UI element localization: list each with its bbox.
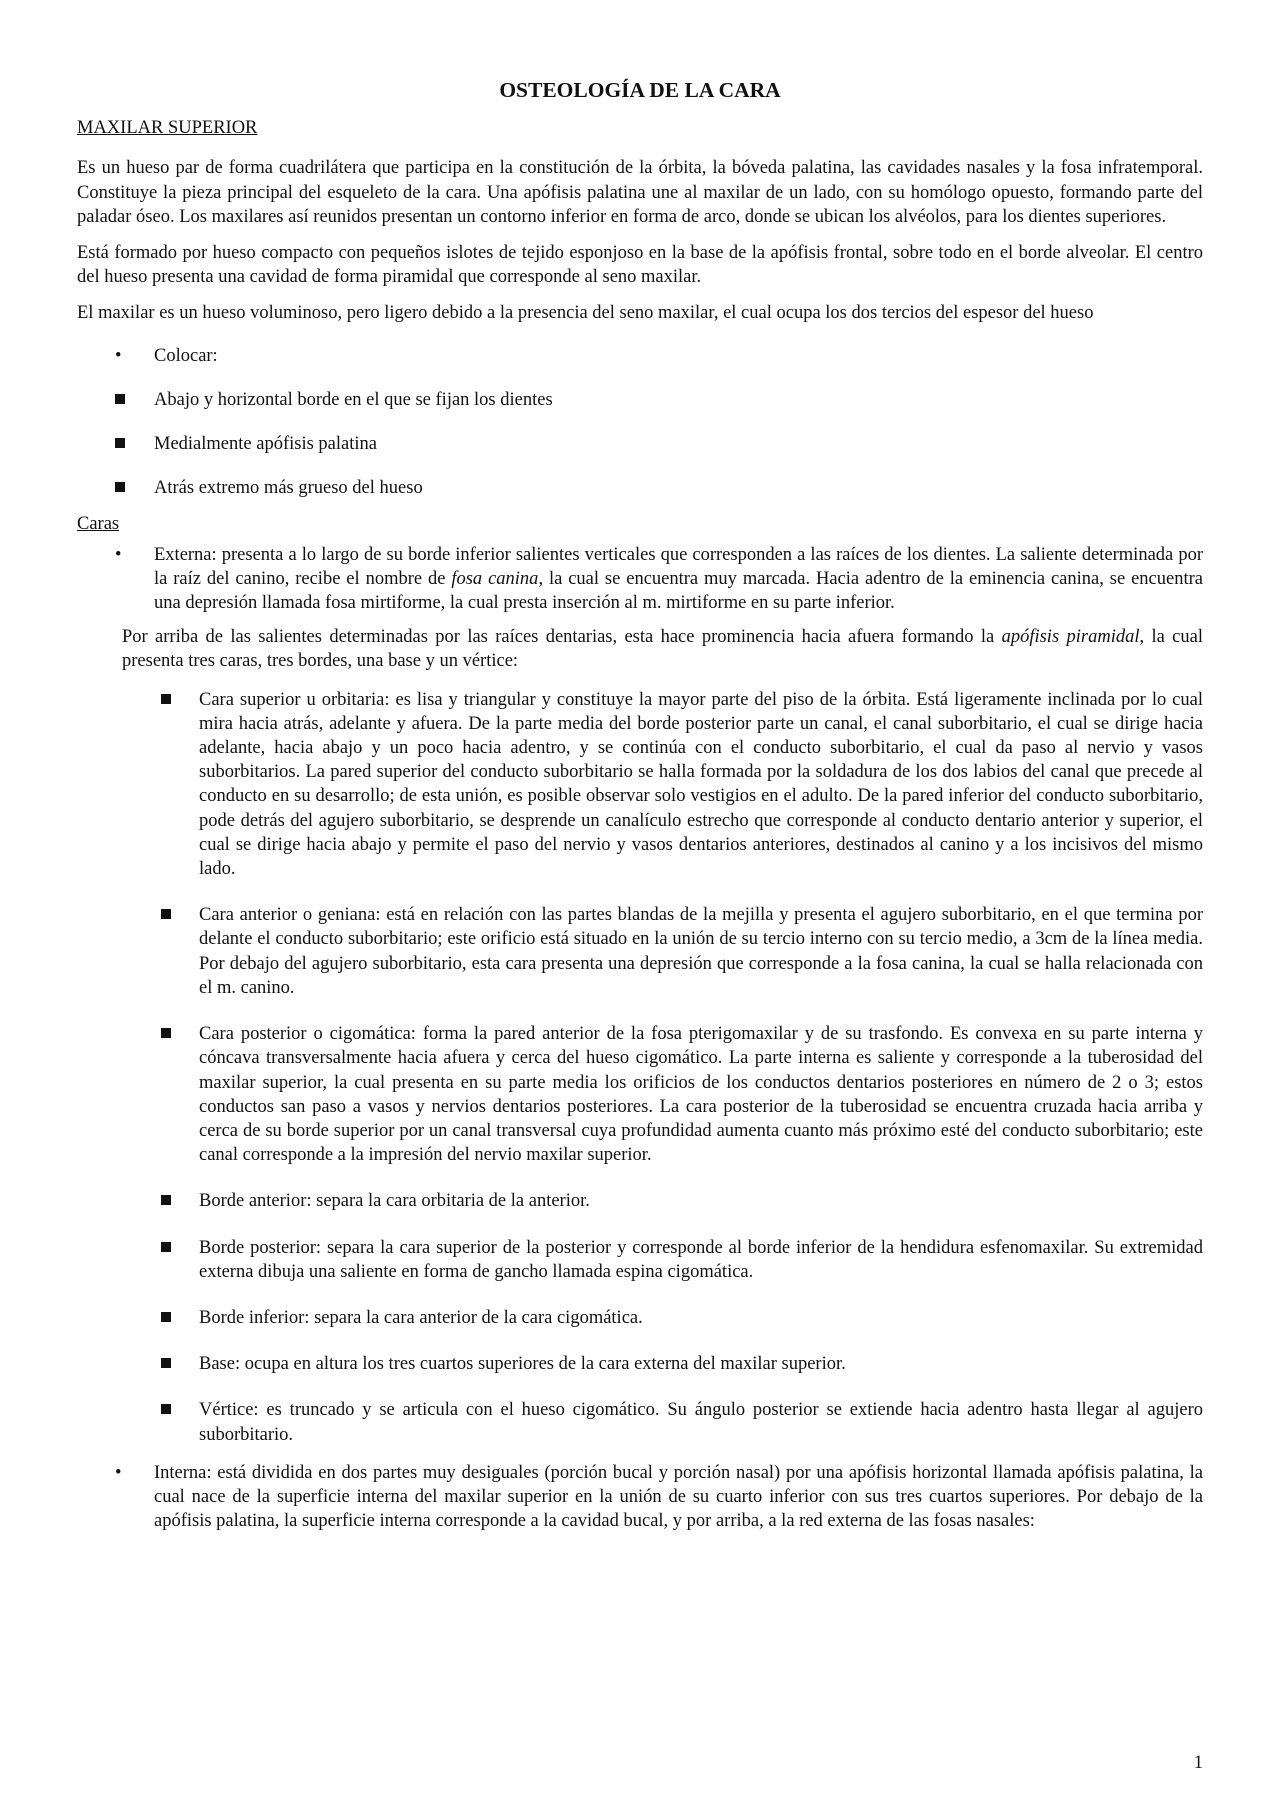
sub-list-item: [77, 1236, 1203, 1284]
sub-list-item-text: Cara superior u orbitaria: es lisa y triangular y constituye la mayor parte del piso de la órbita. Está ligeramente inclinada por lo cual mira hacia atrás, adelante y afuera. De la parte media del borde posterior parte un canal, el canal suborbitario, el cual se dirige hacia adelante, hacia abajo y un poco hacia adentro, y se continúa con el conducto suborbitario, el cual da paso al nervio y vasos suborbitarios. La pared superior del conducto suborbitario se halla formada por la soldadura de los dos labios del canal que precede al conducto en su desarrollo; de esta unión, es posible observar solo vestigios en el adulto. De la pared inferior del conducto suborbitario, pode detrás del agujero suborbitario, se desprende un canalículo estrecho que corresponde al conducto dentario anterior y superior, el cual se dirige hacia abajo y permite el paso del nervio y vasos dentarios anteriores, destinados al canino y a los incisivos del mismo lado.: [199, 689, 1203, 880]
list-item-interna: [77, 1461, 1203, 1534]
sub-list-item: [77, 1398, 1203, 1446]
list-item-text: Medialmente apófisis palatina: [154, 434, 377, 455]
square-bullet-icon: [161, 1358, 171, 1368]
list-item-text: Abajo y horizontal borde en el que se fijan los dientes: [154, 389, 553, 410]
sub-list-item-text: Borde posterior: separa la cara superior de la posterior y corresponde al borde inferior de la hendidura esfenomaxilar. Su extremidad externa dibuja una saliente en forma de gancho llamada espina cigomática.: [199, 1237, 1203, 1282]
bullet-dot-icon: •: [115, 345, 122, 366]
piramidal-text-after: , la cual presenta tres caras, tres bordes, una base y un vértice:: [122, 627, 1203, 672]
square-bullet-icon: [115, 438, 125, 448]
document-title: OSTEOLOGÍA DE LA CARA: [499, 78, 781, 102]
bullet-dot-icon: •: [115, 544, 122, 565]
page-number: 1: [1193, 1752, 1203, 1773]
list-item: [77, 388, 1203, 412]
paragraph: Está formado por hueso compacto con pequeños islotes de tejido esponjoso en la base de la apófisis frontal, sobre todo en el borde alveolar. El centro del hueso presenta una cavidad de forma piramidal que corresponde al seno maxilar.: [77, 243, 1203, 288]
externa-italic-term: fosa canina: [451, 568, 539, 589]
list-item: [77, 432, 1203, 456]
list-item-label: Colocar:: [154, 345, 218, 366]
sub-list-item: [77, 1022, 1203, 1167]
interna-text: Interna: está dividida en dos partes muy desiguales (porción bucal y porción nasal) por una apófisis horizontal llamada apófisis palatina, la cual nace de la superficie interna del maxilar superior en la unión de su cuarto inferior con sus tres cuartos superiores. Por debajo de la apófisis palatina, la superficie interna corresponde a la cavidad bucal, y por arriba, a la red externa de las fosas nasales:: [154, 1462, 1203, 1532]
square-bullet-icon: [161, 694, 171, 704]
square-bullet-icon: [161, 1242, 171, 1252]
piramidal-paragraph: [122, 625, 1203, 673]
piramidal-text-before: Por arriba de las salientes determinadas por las raíces dentarias, esta hace prominencia hacia afuera formando la: [122, 627, 1002, 648]
square-bullet-icon: [115, 394, 125, 404]
square-bullet-icon: [161, 1404, 171, 1414]
section-heading-caras: Caras: [77, 514, 120, 535]
bullet-dot-icon: •: [115, 1462, 122, 1483]
externa-text-after: , la cual se encuentra muy marcada. Hacia adentro de la eminencia canina, se encuentra una depresión llamada fosa mirtiforme, la cual presta inserción al m. mirtiforme en su parte inferior.: [154, 568, 1203, 614]
paragraph: El maxilar es un hueso voluminoso, pero ligero debido a la presencia del seno maxilar, el cual ocupa los dos tercios del espesor del hueso: [77, 303, 1094, 324]
list-item-text: Atrás extremo más grueso del hueso: [154, 478, 423, 499]
paragraph: Es un hueso par de forma cuadrilátera que participa en la constitución de la órbita, la bóveda palatina, las cavidades nasales y la fosa infratemporal. Constituye la pieza principal del esqueleto de la cara. Una apófisis palatina une al maxilar de un lado, con su homólogo opuesto, formando parte del paladar óseo. Los maxilares así reunidos presentan un contorno inferior en forma de arco, donde se ubican los alvéolos, para los dientes superiores.: [77, 158, 1203, 227]
square-bullet-icon: [161, 1028, 171, 1038]
square-bullet-icon: [161, 909, 171, 919]
piramidal-italic-term: apófisis piramidal: [1001, 627, 1140, 648]
square-bullet-icon: [161, 1312, 171, 1322]
square-bullet-icon: [115, 482, 125, 492]
sub-list-item-text: Borde anterior: separa la cara orbitaria de la anterior.: [199, 1191, 590, 1212]
sub-list-item-text: Cara posterior o cigomática: forma la pared anterior de la fosa pterigomaxilar y de su trasfondo. Es convexa en su parte interna y cóncava transversalmente hacia afuera y cerca del hueso cigomático. La parte interna es saliente y corresponde a la tuberosidad del maxilar superior, la cual presenta en su parte media los orificios de los conductos dentarios posteriores en número de 2 o 3; estos conductos san paso a vasos y nervios dentarios posteriores. La cara posterior de la tuberosidad se encuentra cruzada hacia arriba y cerca de su borde superior por un canal transversal cuya profundidad aumenta cuanto más próximo esté del conducto suborbitario; este canal corresponde a la impresión del nervio maxilar superior.: [199, 1024, 1203, 1166]
externa-text-before: Externa: presenta a lo largo de su borde inferior salientes verticales que corresponden a las raíces de los dientes. La saliente determinada por la raíz del canino, recibe el nombre de: [154, 544, 1203, 589]
sub-list-item: [77, 688, 1203, 882]
sub-list-item: [77, 1306, 1203, 1330]
sub-list-item-text: Borde inferior: separa la cara anterior de la cara cigomática.: [199, 1307, 643, 1328]
section-heading-maxilar-superior: MAXILAR SUPERIOR: [77, 118, 258, 139]
list-item: [77, 476, 1203, 500]
sub-list-item-text: Cara anterior o geniana: está en relación con las partes blandas de la mejilla y presenta el agujero suborbitario, en el que termina por delante el conducto suborbitario; este orificio está situado en la unión de su tercio interno con su tercio medio, a 3cm de la línea media. Por debajo del agujero suborbitario, esta cara presenta una depresión que corresponde a la fosa canina, la cual se halla relacionada con el m. canino.: [199, 905, 1203, 998]
list-item-externa: [77, 543, 1203, 616]
sub-list-item: [77, 1189, 1203, 1213]
list-item-colocar: [77, 344, 1203, 368]
square-bullet-icon: [161, 1195, 171, 1205]
caras-list: [77, 543, 1203, 616]
sub-list-item-text: Vértice: es truncado y se articula con el hueso cigomático. Su ángulo posterior se extiende hacia adentro hasta llegar al agujero suborbitario.: [199, 1400, 1203, 1445]
sub-list-item: [77, 903, 1203, 1000]
sub-list-item: [77, 1352, 1203, 1376]
sub-list-item-text: Base: ocupa en altura los tres cuartos superiores de la cara externa del maxilar superior.: [199, 1354, 846, 1375]
